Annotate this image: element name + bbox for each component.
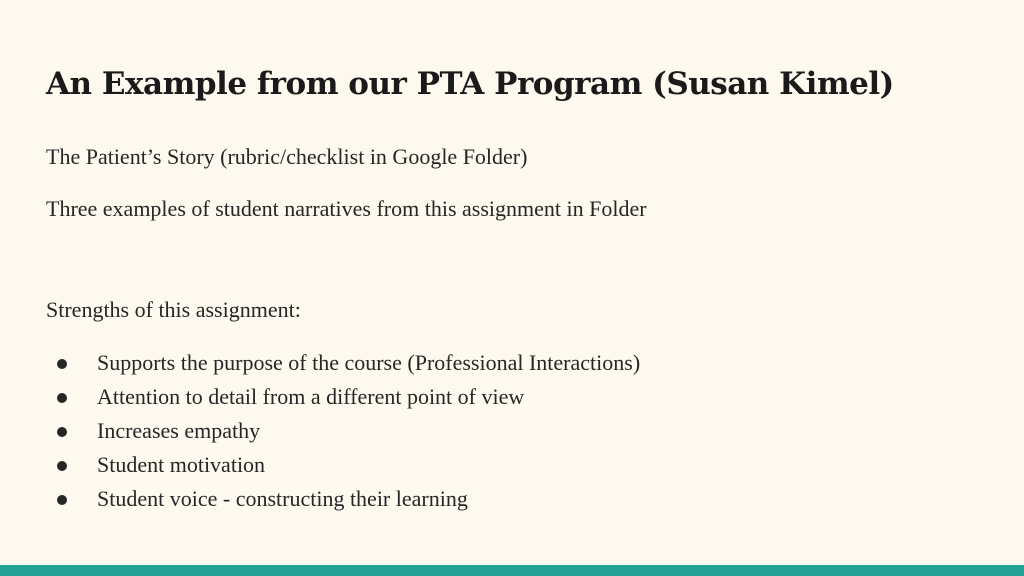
bullet-icon xyxy=(57,359,67,369)
list-item xyxy=(46,414,640,448)
slide-title: An Example from our PTA Program (Susan Kimel) xyxy=(46,66,894,102)
strengths-list xyxy=(46,346,640,516)
list-item-text: Student motivation xyxy=(97,452,266,477)
student-narratives-line: Three examples of student narratives from this assignment in Folder xyxy=(46,196,647,221)
list-item xyxy=(46,380,640,414)
list-item xyxy=(46,448,640,482)
list-item xyxy=(46,482,640,516)
bullet-icon xyxy=(57,393,67,403)
bullet-icon xyxy=(57,427,67,437)
list-item-text: Student voice - constructing their learning xyxy=(97,486,468,511)
bullet-icon xyxy=(57,461,67,471)
strengths-heading: Strengths of this assignment: xyxy=(46,297,301,322)
list-item-text: Supports the purpose of the course (Professional Interactions) xyxy=(97,350,641,375)
bullet-icon xyxy=(57,495,67,505)
footer-accent-bar xyxy=(0,565,1024,576)
list-item xyxy=(46,346,640,380)
patient-story-line: The Patient’s Story (rubric/checklist in Google Folder) xyxy=(46,144,528,169)
list-item-text: Increases empathy xyxy=(97,418,261,443)
list-item-text: Attention to detail from a different point of view xyxy=(97,384,525,409)
